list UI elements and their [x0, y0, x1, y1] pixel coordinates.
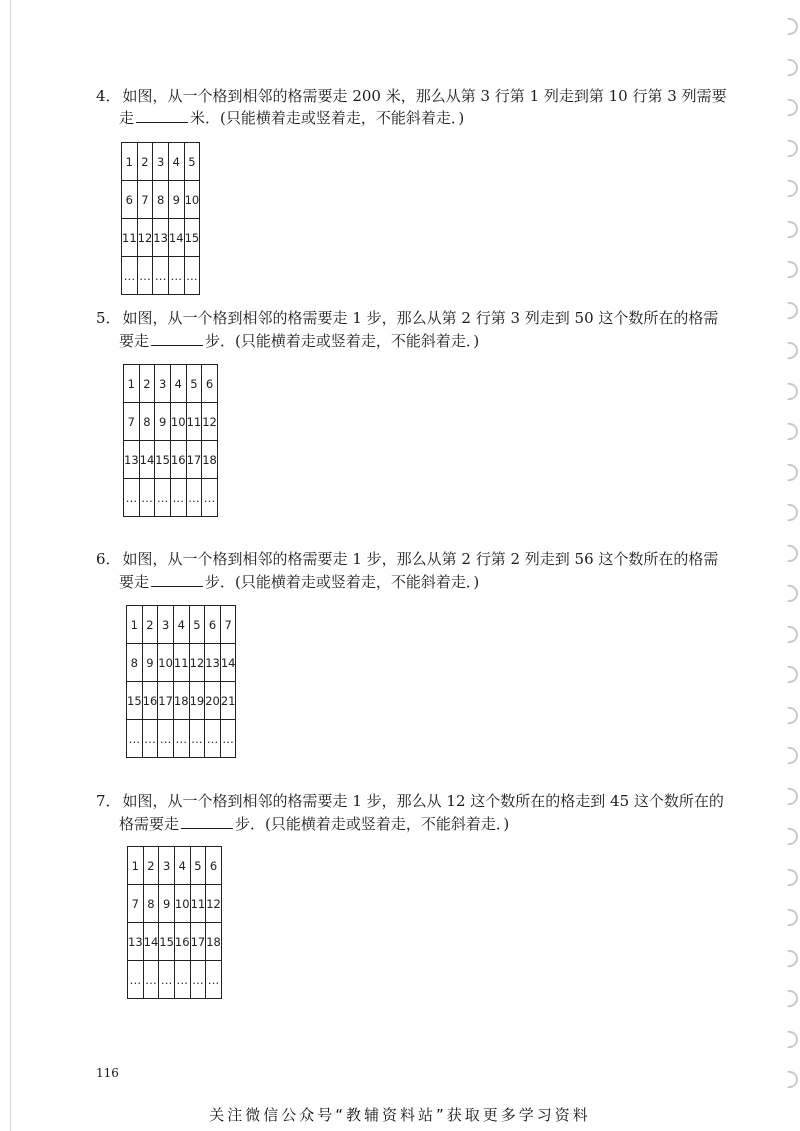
grid-cell: 5 [190, 847, 206, 885]
grid-row [124, 479, 218, 517]
grid-cell: 2 [137, 143, 153, 181]
problem-7-text: 如图，从一个格到相邻的格需要走 1 步，那么从 12 这个数所在的格走到 45 这个数所在的 [122, 792, 724, 810]
problem-7-text-after-blank: 步．(只能横着走或竖着走，不能斜着走．) [235, 815, 510, 833]
grid-cell: … [128, 961, 144, 999]
grid-cell: 12 [189, 644, 205, 682]
grid-cell: 9 [142, 644, 158, 682]
grid-cell: 7 [124, 403, 140, 441]
grid-row [122, 181, 200, 219]
problem-6-line2 [119, 570, 479, 595]
grid-cell: 4 [170, 365, 186, 403]
grid-cell: 12 [137, 219, 153, 257]
grid-cell: 1 [128, 847, 144, 885]
grid-cell: 10 [184, 181, 200, 219]
problem-6-text: 如图，从一个格到相邻的格需要走 1 步，那么从第 2 行第 2 列走到 56 这个数所在的格需 [122, 550, 719, 568]
grid-cell: 11 [190, 885, 206, 923]
grid-cell: 7 [137, 181, 153, 219]
grid-cell: 5 [186, 365, 202, 403]
grid-cell: 9 [168, 181, 184, 219]
grid-cell: … [142, 720, 158, 758]
grid-cell: 3 [159, 847, 175, 885]
binding-ring [787, 788, 798, 805]
grid-cell: 3 [155, 365, 171, 403]
binding-ring [787, 990, 798, 1007]
grid-cell: 7 [128, 885, 144, 923]
grid-cell: 3 [153, 143, 169, 181]
number-grid-7 [127, 846, 222, 999]
binding-ring [787, 423, 798, 440]
grid-cell: 13 [124, 441, 140, 479]
grid-cell: 4 [168, 143, 184, 181]
grid-cell: … [189, 720, 205, 758]
binding-ring [787, 302, 798, 319]
grid-cell: 15 [184, 219, 200, 257]
grid-cell: 6 [122, 181, 138, 219]
grid-cell: 8 [143, 885, 159, 923]
grid-cell: 10 [170, 403, 186, 441]
grid-row [122, 257, 200, 295]
problem-6-text-after-blank: 步．(只能横着走或竖着走，不能斜着走．) [205, 573, 480, 591]
problem-5-line1 [96, 306, 718, 331]
problem-4-text-after-blank: 米．(只能横着走或竖着走，不能斜着走．) [190, 109, 465, 127]
grid-cell: 17 [190, 923, 206, 961]
binding-ring [787, 707, 798, 724]
binding-ring [787, 504, 798, 521]
grid-cell: … [143, 961, 159, 999]
grid-row [128, 885, 222, 923]
binding-ring [787, 342, 798, 359]
grid-cell: 14 [143, 923, 159, 961]
grid-cell: 16 [142, 682, 158, 720]
binding-ring [787, 1071, 798, 1088]
number-grid-4 [121, 142, 200, 295]
grid-row [122, 143, 200, 181]
grid-cell: 20 [205, 682, 221, 720]
grid-cell: 11 [186, 403, 202, 441]
problem-4-number: 4． [96, 87, 121, 105]
grid-cell: 14 [220, 644, 236, 682]
grid-cell: 9 [159, 885, 175, 923]
problem-5-text-after-blank: 步．(只能横着走或竖着走，不能斜着走．) [205, 332, 480, 350]
grid-row [128, 923, 222, 961]
problem-5-text: 如图，从一个格到相邻的格需要走 1 步，那么从第 2 行第 3 列走到 50 这个数所在的格需 [122, 309, 719, 327]
grid-cell: … [158, 720, 174, 758]
binding-ring [787, 383, 798, 400]
grid-cell: 17 [186, 441, 202, 479]
grid-cell: 18 [173, 682, 189, 720]
problem-5-number: 5． [96, 309, 121, 327]
grid-cell: … [127, 720, 143, 758]
grid-row [127, 720, 236, 758]
grid-cell: … [139, 479, 155, 517]
problem-7-text-before-blank: 格需要走 [119, 815, 180, 833]
binding-ring [787, 140, 798, 157]
grid-cell: … [206, 961, 222, 999]
binding-ring [787, 221, 798, 238]
grid-cell: … [173, 720, 189, 758]
grid-cell: … [170, 479, 186, 517]
binding-ring [787, 180, 798, 197]
grid-cell: 8 [139, 403, 155, 441]
problem-4-text-before-blank: 走 [119, 109, 135, 127]
grid-cell: 10 [174, 885, 190, 923]
grid-cell: 16 [170, 441, 186, 479]
grid-cell: 4 [174, 847, 190, 885]
grid-row [124, 441, 218, 479]
problem-6-text-before-blank: 要走 [119, 573, 150, 591]
binding-ring [787, 626, 798, 643]
spiral-binding [780, 18, 800, 1098]
grid-cell: … [155, 479, 171, 517]
footer-note: 关注微信公众号“教辅资料站”获取更多学习资料 [209, 1106, 591, 1124]
grid-cell: … [153, 257, 169, 295]
grid-cell: 11 [173, 644, 189, 682]
grid-cell: 14 [168, 219, 184, 257]
grid-cell: 1 [127, 606, 143, 644]
grid-cell: 18 [206, 923, 222, 961]
grid-cell: 13 [205, 644, 221, 682]
grid-cell: … [205, 720, 221, 758]
binding-ring [787, 59, 798, 76]
answer-blank-5[interactable] [151, 330, 203, 346]
grid-cell: 19 [189, 682, 205, 720]
grid-cell: 17 [158, 682, 174, 720]
grid-cell: 13 [153, 219, 169, 257]
binding-ring [787, 828, 798, 845]
grid-cell: 6 [205, 606, 221, 644]
problem-7-line1 [96, 789, 724, 814]
binding-ring [787, 545, 798, 562]
grid-cell: … [184, 257, 200, 295]
binding-ring [787, 909, 798, 926]
problem-4-line2 [119, 106, 464, 131]
number-grid-6 [126, 605, 236, 758]
grid-cell: 15 [155, 441, 171, 479]
grid-cell: … [220, 720, 236, 758]
binding-ring [787, 585, 798, 602]
grid-cell: 5 [189, 606, 205, 644]
binding-ring [787, 261, 798, 278]
answer-blank-7[interactable] [181, 813, 233, 829]
grid-cell: 14 [139, 441, 155, 479]
grid-cell: … [124, 479, 140, 517]
page-edge-line [10, 0, 11, 1131]
binding-ring [787, 747, 798, 764]
grid-cell: 1 [122, 143, 138, 181]
binding-ring [787, 99, 798, 116]
problem-7-number: 7． [96, 792, 121, 810]
grid-cell: … [122, 257, 138, 295]
answer-blank-4[interactable] [136, 107, 188, 123]
binding-ring [787, 869, 798, 886]
grid-cell: 2 [143, 847, 159, 885]
grid-row [128, 961, 222, 999]
grid-cell: … [168, 257, 184, 295]
grid-cell: 3 [158, 606, 174, 644]
grid-cell: 6 [202, 365, 218, 403]
grid-row [127, 606, 236, 644]
grid-cell: 15 [127, 682, 143, 720]
grid-cell: 12 [202, 403, 218, 441]
problem-6-line1 [96, 547, 718, 572]
grid-cell: 6 [206, 847, 222, 885]
problem-5-line2 [119, 329, 479, 354]
binding-ring [787, 950, 798, 967]
grid-cell: 2 [139, 365, 155, 403]
grid-cell: … [137, 257, 153, 295]
grid-cell: 11 [122, 219, 138, 257]
grid-cell: 8 [153, 181, 169, 219]
problem-7-line2 [119, 812, 509, 837]
grid-cell: 12 [206, 885, 222, 923]
grid-cell: … [202, 479, 218, 517]
grid-cell: 8 [127, 644, 143, 682]
grid-cell: … [186, 479, 202, 517]
grid-cell: 1 [124, 365, 140, 403]
problem-6-number: 6． [96, 550, 121, 568]
grid-cell: 7 [220, 606, 236, 644]
grid-cell: 5 [184, 143, 200, 181]
binding-ring [787, 1031, 798, 1048]
grid-row [127, 644, 236, 682]
grid-cell: … [159, 961, 175, 999]
answer-blank-6[interactable] [151, 571, 203, 587]
grid-cell: 9 [155, 403, 171, 441]
number-grid-5 [123, 364, 218, 517]
grid-cell: 4 [173, 606, 189, 644]
problem-5-text-before-blank: 要走 [119, 332, 150, 350]
grid-cell: 10 [158, 644, 174, 682]
grid-cell: … [174, 961, 190, 999]
grid-cell: 13 [128, 923, 144, 961]
grid-cell: 21 [220, 682, 236, 720]
grid-cell: 2 [142, 606, 158, 644]
binding-ring [787, 18, 798, 35]
grid-row [127, 682, 236, 720]
page-number: 116 [96, 1066, 119, 1080]
grid-row [122, 219, 200, 257]
problem-4-text: 如图，从一个格到相邻的格需要走 200 米，那么从第 3 行第 1 列走到第 10 行第 3 列需要 [122, 87, 727, 105]
grid-row [124, 403, 218, 441]
grid-row [128, 847, 222, 885]
binding-ring [787, 464, 798, 481]
grid-cell: 18 [202, 441, 218, 479]
grid-row [124, 365, 218, 403]
binding-ring [787, 666, 798, 683]
grid-cell: … [190, 961, 206, 999]
grid-cell: 16 [174, 923, 190, 961]
grid-cell: 15 [159, 923, 175, 961]
